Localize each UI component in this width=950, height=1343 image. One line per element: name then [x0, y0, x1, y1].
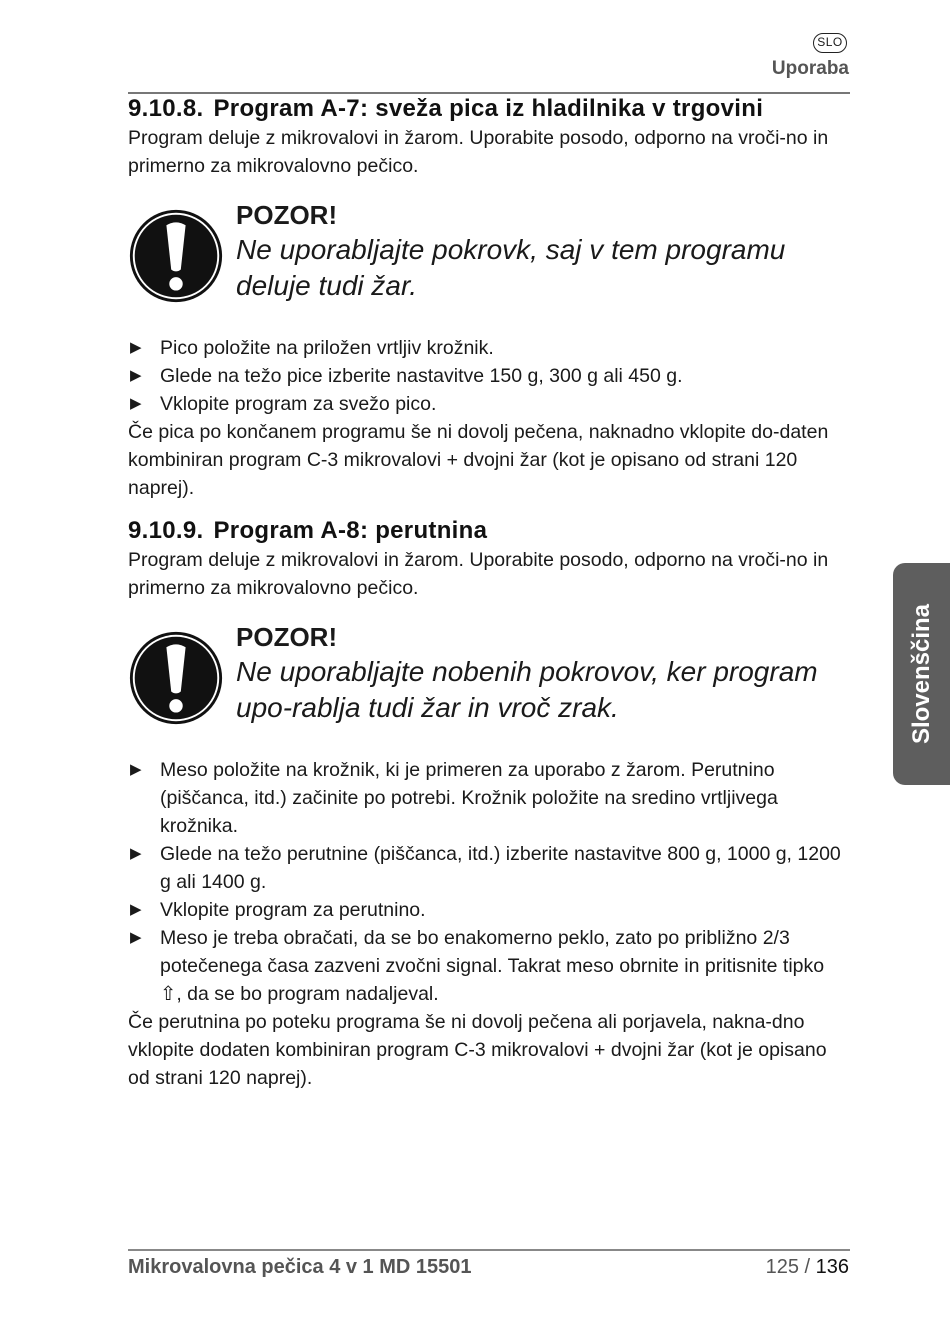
- list-item: [128, 362, 850, 390]
- step-text: Vklopite program za svežo pico.: [160, 393, 437, 415]
- step-text: Pico položite na priložen vrtljiv krožnik.: [160, 337, 494, 359]
- bullet-icon: ▶: [130, 395, 142, 412]
- step-text: Meso položite na krožnik, ki je primeren za uporabo z žarom. Perutnino (piščanca, itd.) začinite po potrebi. Krožnik položite na sredino vrtljivega krožnika.: [160, 759, 778, 837]
- warning-title: POZOR!: [236, 200, 338, 230]
- list-item: [128, 840, 850, 896]
- section-heading: [128, 94, 850, 124]
- language-side-tab: [893, 563, 950, 785]
- language-badge: SLO: [813, 33, 847, 53]
- list-item: [128, 390, 850, 418]
- warning-box: [128, 610, 850, 750]
- exclamation-icon: [128, 630, 224, 726]
- section-title: Program A-7: sveža pica iz hladilnika v trgovini: [213, 95, 764, 122]
- section-intro: Program deluje z mikrovalovi in žarom. Uporabite posodo, odporno na vroči-no in primerno za mikrovalovno pečico.: [128, 549, 829, 599]
- step-text: Meso je treba obračati, da se bo enakomerno peklo, zato po približno 2/3 potečenega časa zazveni zvočni signal. Takrat meso obrnite in pritisnite tipko ⇧, da se bo program nadaljeval.: [160, 927, 825, 1005]
- exclamation-icon: [128, 208, 224, 304]
- bullet-icon: ▶: [130, 901, 142, 918]
- step-text: Glede na težo pice izberite nastavitve 150 g, 300 g ali 450 g.: [160, 365, 683, 387]
- page-number: [766, 1256, 849, 1279]
- warning-message: Ne uporabljajte pokrovk, saj v tem programu deluje tudi žar.: [236, 234, 786, 301]
- section-number: 9.10.8.: [128, 95, 204, 122]
- section-note: Če perutnina po poteku programa še ni dovolj pečena ali porjavela, nakna-dno vklopite dodaten kombiniran program C-3 mikrovalovi + dvojni žar (kot je opisano od strani 120 naprej).: [128, 1011, 827, 1089]
- steps-list: [128, 756, 850, 1008]
- section-number: 9.10.9.: [128, 517, 204, 544]
- side-tab-label: Slovenščina: [907, 603, 935, 745]
- bullet-icon: ▶: [130, 845, 142, 862]
- bullet-icon: ▶: [130, 339, 142, 356]
- list-item: [128, 334, 850, 362]
- page-current: 125 /: [765, 1256, 811, 1278]
- warning-title: POZOR!: [236, 622, 338, 652]
- bullet-icon: ▶: [130, 929, 142, 946]
- page-total: 136: [815, 1256, 849, 1278]
- page-content: [128, 94, 850, 1092]
- warning-message: Ne uporabljajte nobenih pokrovov, ker program upo-rablja tudi žar in vroč zrak.: [236, 656, 818, 723]
- list-item: [128, 896, 850, 924]
- bullet-icon: ▶: [130, 367, 142, 384]
- warning-box: [128, 188, 850, 328]
- section-heading: [128, 516, 850, 546]
- section-title: Program A-8: perutnina: [213, 517, 488, 544]
- section-intro: Program deluje z mikrovalovi in žarom. Uporabite posodo, odporno na vroči-no in primerno za mikrovalovno pečico.: [128, 127, 829, 177]
- step-text: Vklopite program za perutnino.: [160, 899, 426, 921]
- step-text: Glede na težo perutnine (piščanca, itd.) izberite nastavitve 800 g, 1000 g, 1200 g ali 1400 g.: [160, 843, 841, 893]
- steps-list: [128, 334, 850, 418]
- bullet-icon: ▶: [130, 761, 142, 778]
- list-item: [128, 924, 850, 1008]
- section-note: Če pica po končanem programu še ni dovolj pečena, naknadno vklopite do-daten kombiniran program C-3 mikrovalovi + dvojni žar (kot je opisano od strani 120 naprej).: [128, 421, 829, 499]
- footer-title: Mikrovalovna pečica 4 v 1 MD 15501: [128, 1256, 472, 1278]
- footer-divider: [128, 1249, 850, 1251]
- list-item: [128, 756, 850, 840]
- section-header: Uporaba: [771, 58, 849, 79]
